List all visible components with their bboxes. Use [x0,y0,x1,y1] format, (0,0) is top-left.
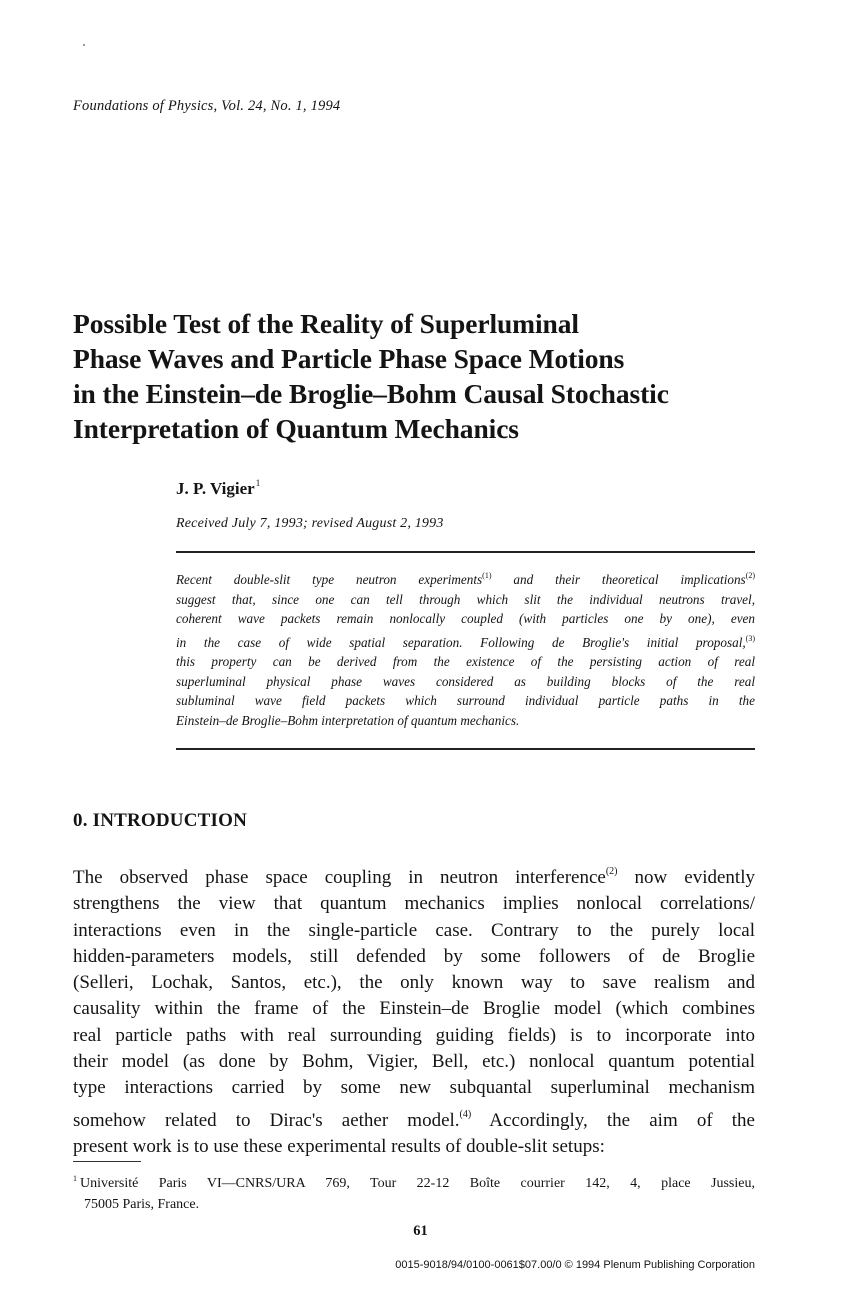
body-line: interactions even in the single-particle case. Contrary to the purely local [73,919,755,941]
body-line [73,859,755,891]
author-name: J. P. Vigier [176,479,255,498]
abstract-line: Einstein–de Broglie–Bohm interpretation of quantum mechanics. [176,712,520,728]
abstract-top-rule [176,551,755,553]
body-line: (Selleri, Lochak, Santos, etc.), the only known way to save realism and [73,972,755,994]
copyright-line: 0015-9018/94/0100-0061$07.00/0 © 1994 Plenum Publishing Corporation [395,1259,755,1271]
body-line: type interactions carried by some new subquantal superluminal mechanism [73,1077,755,1099]
section-heading: 0. INTRODUCTION [73,810,248,831]
abstract-line: subluminal wave field packets which surround individual particle paths in the [176,693,755,708]
footnote-line: 75005 Paris, France. [84,1197,200,1212]
title-line: Possible Test of the Reality of Superluminal [73,308,579,339]
footnote-mark: 1 [73,1174,77,1183]
paper-title [73,306,793,446]
citation-ref: (4) [459,1108,472,1120]
received-dates: Received July 7, 1993; revised August 2, 1993 [176,516,444,531]
abstract-line: coherent wave packets remain nonlocally coupled (with particles one by one), even [176,611,755,626]
body-text: somehow related to Dirac's aether model. [73,1109,460,1131]
author [176,478,260,499]
journal-reference: Foundations of Physics, Vol. 24, No. 1, 1994 [73,98,341,114]
body-line: causality within the frame of the Einstein–de Broglie model (which combines [73,998,755,1020]
citation-ref: (1) [482,571,492,580]
citation-ref: (3) [745,633,755,643]
body-text: The observed phase space coupling in neutron interference [73,867,606,888]
abstract-line: suggest that, since one can tell through which slit the individual neutrons travel, [176,591,755,607]
title-line: Interpretation of Quantum Mechanics [73,413,519,444]
body-line: real particle paths with real surrounding guiding fields) is to incorporate into [73,1024,755,1046]
body-line [73,1102,755,1134]
body-line: present work is to use these experimental results of double-slit setups: [73,1135,605,1157]
body-line: their model (as done by Bohm, Vigier, Bell, etc.) nonlocal quantum potential [73,1051,755,1073]
title-line: Phase Waves and Particle Phase Space Motions [73,343,625,374]
footnote-rule [73,1161,141,1162]
author-footnote-mark: 1 [255,478,261,488]
abstract-line: this property can be derived from the existence of the persisting action of real [176,654,755,669]
abstract-bottom-rule [176,748,755,750]
body-text: now evidently [617,867,755,888]
abstract-line [176,629,755,653]
title-line: in the Einstein–de Broglie–Bohm Causal Stochastic [73,378,669,409]
body-text: Accordingly, the aim of the [471,1109,755,1131]
citation-ref: (2) [745,571,755,580]
body-line: hidden-parameters models, still defended by some followers of de Broglie [73,945,755,967]
body-line: strengthens the view that quantum mechanics implies nonlocal correlations/ [73,893,755,915]
footnote-line [73,1168,755,1194]
abstract-text: in the case of wide spatial separation. Following de Broglie's initial proposal, [176,634,746,650]
abstract-text: and their theoretical implications [491,572,746,587]
abstract-line [176,566,755,590]
abstract-line: superluminal physical phase waves considered as building blocks of the real [176,673,755,689]
citation-ref: (2) [605,866,618,877]
footnote-text: Université Paris VI—CNRS/URA 769, Tour 22-12 Boîte courrier 142, 4, place Jussieu, [80,1176,755,1191]
scan-speck [83,44,85,46]
abstract-text: Recent double-slit type neutron experiments [176,572,483,587]
page-number: 61 [413,1223,428,1239]
abstract [176,566,755,730]
footnote [73,1168,755,1215]
intro-paragraph [73,859,755,1160]
